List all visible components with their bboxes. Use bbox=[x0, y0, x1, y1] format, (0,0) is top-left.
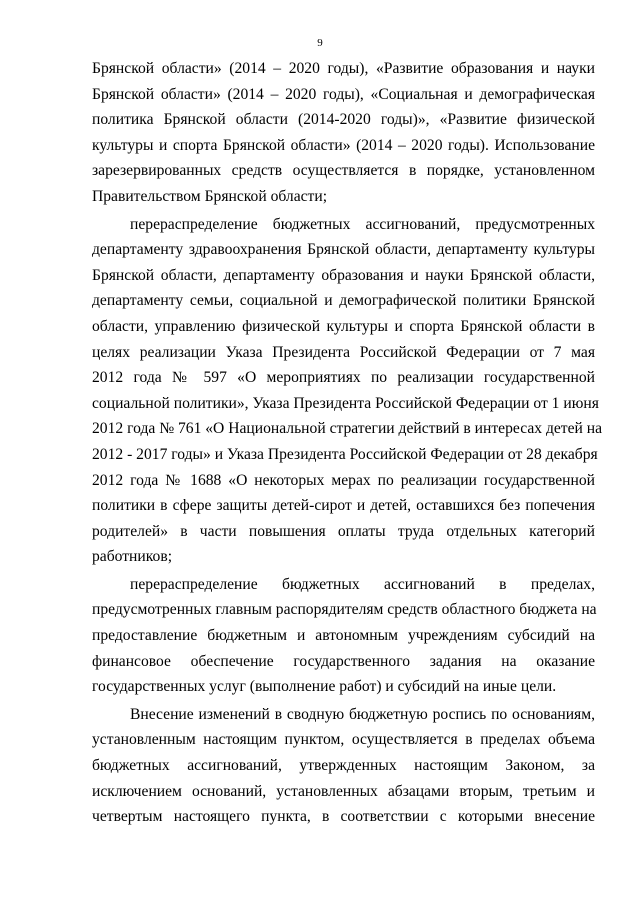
text-line: 2012 - 2017 годы» и Указа Президента Российской Федерации от 28 декабря bbox=[92, 445, 598, 463]
paragraph bbox=[92, 572, 595, 700]
text-line: политика Брянской области (2014-2020 годы)», «Развитие физической bbox=[92, 111, 595, 129]
text-line: родителей» в части повышения оплаты труда отдельных категорий bbox=[92, 522, 595, 540]
text-line: 2012 года № 761 «О Национальной стратегии действий в интересах детей на bbox=[92, 420, 603, 438]
text-line: Внесение изменений в сводную бюджетную роспись по основаниям, bbox=[130, 705, 595, 723]
text-line: четвертым настоящего пункта, в соответствии с которыми внесение bbox=[92, 808, 595, 826]
text-line: исключением оснований, установленных абзацами вторым, третьим и bbox=[92, 782, 595, 800]
text-line: Брянской области» (2014 – 2020 годы), «Развитие образования и науки bbox=[92, 60, 595, 77]
text-line: работников; bbox=[92, 548, 173, 566]
text-line: социальной политики», Указа Президента Российской Федерации от 1 июня bbox=[92, 394, 599, 412]
page-number: 9 bbox=[317, 37, 323, 49]
text-line: перераспределение бюджетных ассигнований, предусмотренных bbox=[130, 215, 595, 233]
text-line: перераспределение бюджетных ассигнований в пределах, bbox=[130, 575, 595, 593]
text-line: 2012 года № 597 «О мероприятиях по реализации государственной bbox=[92, 369, 595, 387]
text-line: государственных услуг (выполнение работ) и субсидий на иные цели. bbox=[92, 678, 557, 696]
text-line: области, управлению физической культуры и спорта Брянской области в bbox=[92, 317, 595, 335]
text-line: Брянской области, департаменту образования и науки Брянской области, bbox=[92, 266, 595, 284]
text-line: зарезервированных средств осуществляется в порядке, установленном bbox=[92, 162, 595, 180]
text-line: предусмотренных главным распорядителям средств областного бюджета на bbox=[92, 601, 597, 619]
text-line: предоставление бюджетным и автономным учреждениям субсидий на bbox=[92, 627, 595, 645]
text-line: Правительством Брянской области; bbox=[92, 187, 328, 205]
text-line: департаменту здравоохранения Брянской области, департаменту культуры bbox=[92, 241, 595, 259]
paragraph bbox=[92, 56, 595, 210]
text-line: Брянской области» (2014 – 2020 годы), «Социальная и демографическая bbox=[92, 85, 595, 103]
text-line: департаменту семьи, социальной и демографической политики Брянской bbox=[92, 292, 595, 310]
text-line: культуры и спорта Брянской области» (2014 – 2020 годы). Использование bbox=[92, 136, 595, 154]
text-line: политики в сфере защиты детей-сирот и детей, оставшихся без попечения bbox=[92, 497, 595, 515]
text-line: установленным настоящим пунктом, осуществляется в пределах объема bbox=[92, 731, 595, 749]
paragraph bbox=[92, 702, 595, 830]
text-line: финансовое обеспечение государственного задания на оказание bbox=[92, 652, 595, 670]
text-line: 2012 года № 1688 «О некоторых мерах по реализации государственной bbox=[92, 471, 595, 489]
document-body bbox=[92, 56, 603, 830]
paragraph bbox=[92, 212, 603, 570]
text-line: бюджетных ассигнований, утвержденных настоящим Законом, за bbox=[92, 757, 595, 775]
text-line: целях реализации Указа Президента Российской Федерации от 7 мая bbox=[92, 343, 595, 361]
